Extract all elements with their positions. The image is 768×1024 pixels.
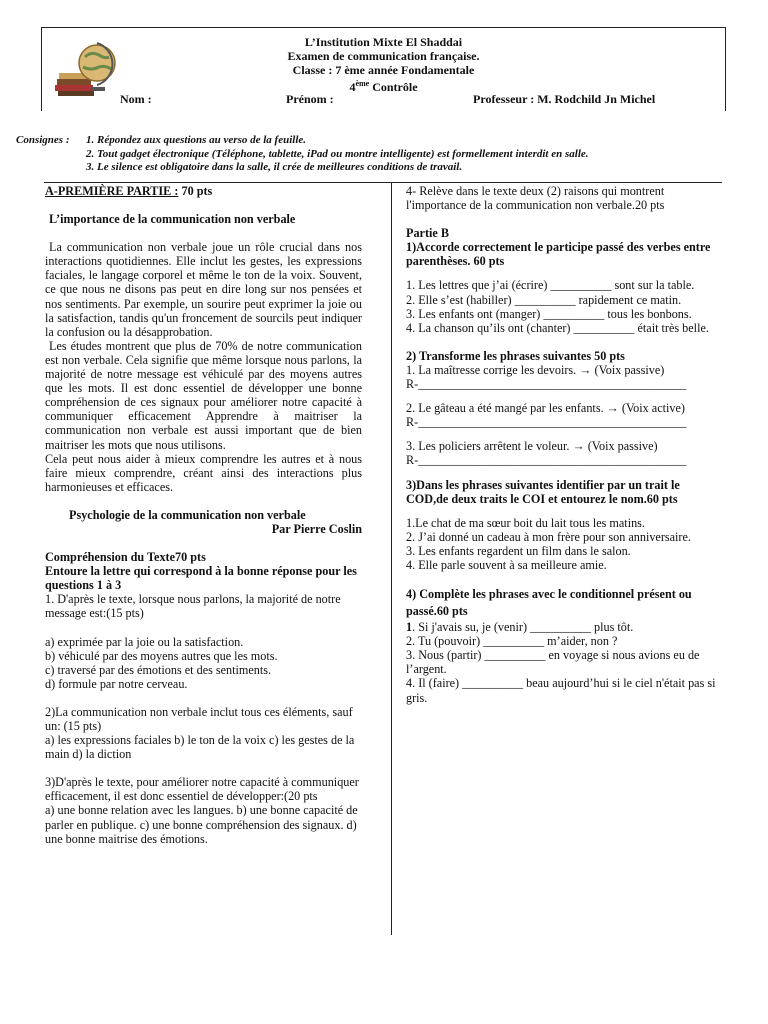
question-3: 3)D'après le texte, pour améliorer notre capacité à communiquer efficacement, il est donc essentiel de développer:(20 pts — [45, 775, 359, 804]
question-1-option-c: c) traversé par des émotions et des sentiments. — [45, 662, 272, 677]
question-2-options: a) les expressions faciales b) le ton de la voix c) les gestes de la main d) la diction — [45, 733, 355, 762]
exercise-4-item: 1. Si j'avais su, je (venir) __________ plus tôt. — [406, 620, 634, 635]
paragraph-2: Les études montrent que plus de 70% de notre communication est non verbale. Cela signifie que même lorsque nous parlons, la majorité de notre message est véhiculé par des moyens autres que les mots. Il est donc essentiel de développer une bonne compréhension de ces signaux pour améliorer notre capacité à communiquer efficacement Apprendre à maitriser la communication non verbale est aussi important que de bien maitriser les mots que nous utilisons. — [45, 338, 362, 452]
exercise-1-item: 2. Elle s’est (habiller) __________ rapidement ce matin. — [406, 292, 682, 307]
school-name: L’Institution Mixte El Shaddai — [304, 35, 463, 49]
exercise-4-item: 4. Il (faire) __________ beau aujourd’hui si le ciel n'était pas si gris. — [406, 676, 716, 705]
question-1: 1. D'après le texte, lorsque nous parlons, la majorité de notre message est:(15 pts) — [45, 592, 341, 621]
question-1-option-a: a) exprimée par la joie ou la satisfaction. — [45, 634, 244, 649]
column-divider — [391, 183, 392, 935]
consigne-1: 1. Répondez aux questions au verso de la feuille. — [86, 134, 307, 146]
text-title: L’importance de la communication non verbale — [49, 212, 296, 227]
right-column — [406, 184, 719, 705]
comprehension-instruction: Entoure la lettre qui correspond à la bonne réponse pour les questions 1 à 3 — [45, 564, 357, 593]
nom-label: Nom : — [120, 92, 152, 106]
exercise-3-item: 2. J’ai donné un cadeau à mon frère pour son anniversaire. — [406, 529, 691, 544]
part-a-title: A-PREMIÈRE PARTIE : 70 pts — [45, 184, 213, 198]
paragraph-1: La communication non verbale joue un rôle crucial dans nos interactions quotidiennes. Elle inclut les gestes, les expressions faciales, le langage corporel et même le ton de la voix. Souvent, ce que nous ne disons pas peut en dire long sur nos pensées et nos sentiments. Par exemple, un sourire peut exprimer la joie ou la satisfaction, tandis qu'un froncement de sourcils peut indiquer la confusion ou la désapprobation. — [45, 240, 362, 339]
exercise-3-item: 1.Le chat de ma sœur boit du lait tous les matins. — [406, 515, 645, 530]
top-divider — [44, 182, 722, 183]
source-title: Psychologie de la communication non verbale — [69, 507, 306, 522]
exercise-1-title: 1)Accorde correctement le participe passé des verbes entre parenthèses. 60 pts — [406, 240, 711, 269]
question-4: 4- Relève dans le texte deux (2) raisons qui montrent l'importance de la communication non verbale.20 pts — [406, 184, 665, 213]
exercise-2-title: 2) Transforme les phrases suivantes 50 pts — [406, 348, 625, 363]
question-3-options: a) une bonne relation avec les langues. b) une bonne capacité de parler en publique. c) une bonne compréhension des signaux. d) une bonne maitrise des émotions. — [45, 803, 358, 846]
question-1-option-b: b) véhiculé par des moyens autres que les mots. — [45, 648, 278, 663]
exercise-3-item: 4. Elle parle souvent à sa meilleure amie. — [406, 557, 607, 572]
professeur-label: Professeur : M. Rodchild Jn Michel — [473, 92, 656, 106]
left-column — [45, 184, 362, 846]
consigne-2: 2. Tout gadget électronique (Téléphone, tablette, iPad ou montre intelligente) est formellement interdit en salle. — [86, 147, 589, 160]
class-line: Classe : 7 ème année Fondamentale — [292, 62, 475, 77]
question-2: 2)La communication non verbale inclut tous ces éléments, sauf un: (15 pts) — [45, 704, 353, 733]
exercise-2-item: 3. Les policiers arrêtent le voleur. → (Voix passive) — [406, 439, 658, 454]
exercise-2-item: 2. Le gâteau a été mangé par les enfants. → (Voix active) — [406, 401, 685, 416]
comprehension-title: Compréhension du Texte70 pts — [45, 550, 206, 565]
prenom-label: Prénom : — [286, 92, 334, 106]
exercise-1-item: 3. Les enfants ont (manger) __________ tous les bonbons. — [406, 306, 692, 321]
exercise-4-item: 2. Tu (pouvoir) __________ m’aider, non ? — [406, 634, 618, 649]
exercise-3-title: 3)Dans les phrases suivantes identifier par un trait le COD,de deux traits le COI et entourez le nom.60 pts — [406, 477, 680, 506]
exercise-3-item: 3. Les enfants regardent un film dans le salon. — [406, 543, 631, 558]
consignes — [16, 134, 736, 175]
control-line: 4ème Contrôle — [349, 79, 418, 95]
exercise-2-item: 1. La maîtresse corrige les devoirs. → (Voix passive) — [406, 362, 665, 377]
consignes-label: Consignes : — [16, 134, 70, 146]
answer-line: R-____________________________________________ — [406, 453, 687, 468]
exercise-4-title: 4) Complète les phrases avec le conditionnel présent ou passé.60 pts — [406, 587, 692, 619]
exam-header — [41, 27, 726, 111]
exam-title: Examen de communication française. — [287, 48, 480, 63]
consigne-3: 3. Le silence est obligatoire dans la salle, il crée de meilleures conditions de travail. — [86, 161, 463, 174]
exercise-1-item: 4. La chanson qu’ils ont (chanter) __________ était très belle. — [406, 320, 709, 335]
source-author: Par Pierre Coslin — [271, 521, 362, 536]
question-1-option-d: d) formule par notre cerveau. — [45, 676, 188, 691]
answer-line: R-____________________________________________ — [406, 377, 687, 392]
exercise-4-item: 3. Nous (partir) __________ en voyage si nous avions eu de l’argent. — [406, 648, 700, 677]
exercise-1-item: 1. Les lettres que j’ai (écrire) __________ sont sur la table. — [406, 278, 695, 293]
answer-line: R-____________________________________________ — [406, 415, 687, 430]
partie-b-title: Partie B — [406, 226, 449, 241]
paragraph-3: Cela peut nous aider à mieux comprendre les autres et à nous faire mieux comprendre, créant ainsi des interactions plus harmonieuses et efficaces. — [45, 451, 362, 494]
